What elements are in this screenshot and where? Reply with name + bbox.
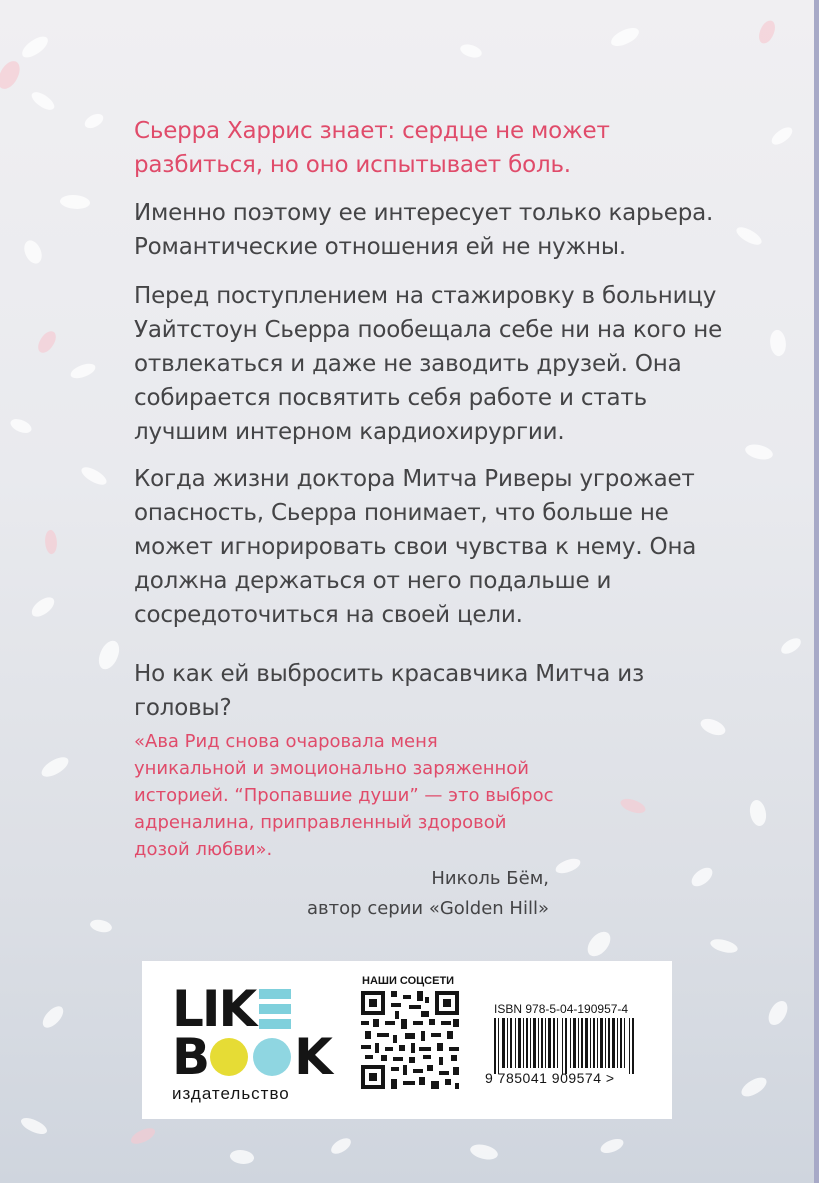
description-paragraph-2-block	[134, 279, 744, 449]
review-quote: «Ава Рид снова очаровала меня уникальной и эмоционально заряженной историей. “Пропавшие души” — это выброс адреналина, приправленный здоровой дозой любви».	[134, 731, 554, 860]
logo-letter: I	[201, 980, 219, 1038]
logo-e-bars-icon	[259, 989, 291, 1029]
description-paragraph-4-block	[134, 657, 744, 725]
isbn-text: ISBN 978-5-04-190957-4	[494, 1002, 629, 1016]
spine-edge	[814, 0, 819, 1183]
qr-code-icon[interactable]	[361, 991, 459, 1089]
logo-row-book	[172, 1028, 332, 1086]
description-paragraph-3-block	[134, 462, 744, 632]
description-hook-block	[134, 114, 744, 182]
review-attribution	[307, 864, 549, 924]
description-paragraph-3: Когда жизни доктора Митча Риверы угрожает опасность, Сьерра понимает, что больше не может игнорировать свои чувства к нему. Она должна держаться от него подальше и сосредоточиться на своей цели.	[134, 466, 697, 628]
review-author: Николь Бём,	[431, 868, 549, 889]
logo-row-like	[172, 980, 332, 1038]
barcode-digits: 9 785041 909574 >	[485, 1070, 615, 1086]
description-paragraph-2: Перед поступлением на стажировку в больницу Уайтстоун Сьерра пообещала себе ни на кого не отвлекаться и даже не заводить друзей. Она собирается посвятить себя работе и стать лучшим интерном кардиохирургии.	[134, 283, 723, 445]
description-paragraph-1-block	[134, 196, 744, 264]
logo-letter: L	[172, 980, 202, 1038]
logo-letter: K	[294, 1028, 331, 1086]
description-hook: Сьерра Харрис знает: сердце не может разбиться, но оно испытывает боль.	[134, 118, 610, 178]
barcode-icon	[494, 1018, 636, 1074]
logo-o-blue-circle-icon	[253, 1038, 291, 1076]
review-author-role: автор серии «Golden Hill»	[307, 898, 549, 919]
logo-o-yellow-circle-icon	[210, 1038, 248, 1076]
logo-letter: B	[172, 1028, 209, 1086]
description-paragraph-1: Именно поэтому ее интересует только карьера. Романтические отношения ей не нужны.	[134, 200, 714, 260]
logo-subtitle: издательство	[172, 1084, 290, 1103]
publisher-panel	[142, 961, 672, 1119]
logo-letter: K	[218, 980, 256, 1038]
likebook-logo	[172, 980, 332, 1104]
description-paragraph-4: Но как ей выбросить красавчика Митча из головы?	[134, 661, 644, 721]
qr-title: НАШИ СОЦСЕТИ	[362, 975, 455, 987]
